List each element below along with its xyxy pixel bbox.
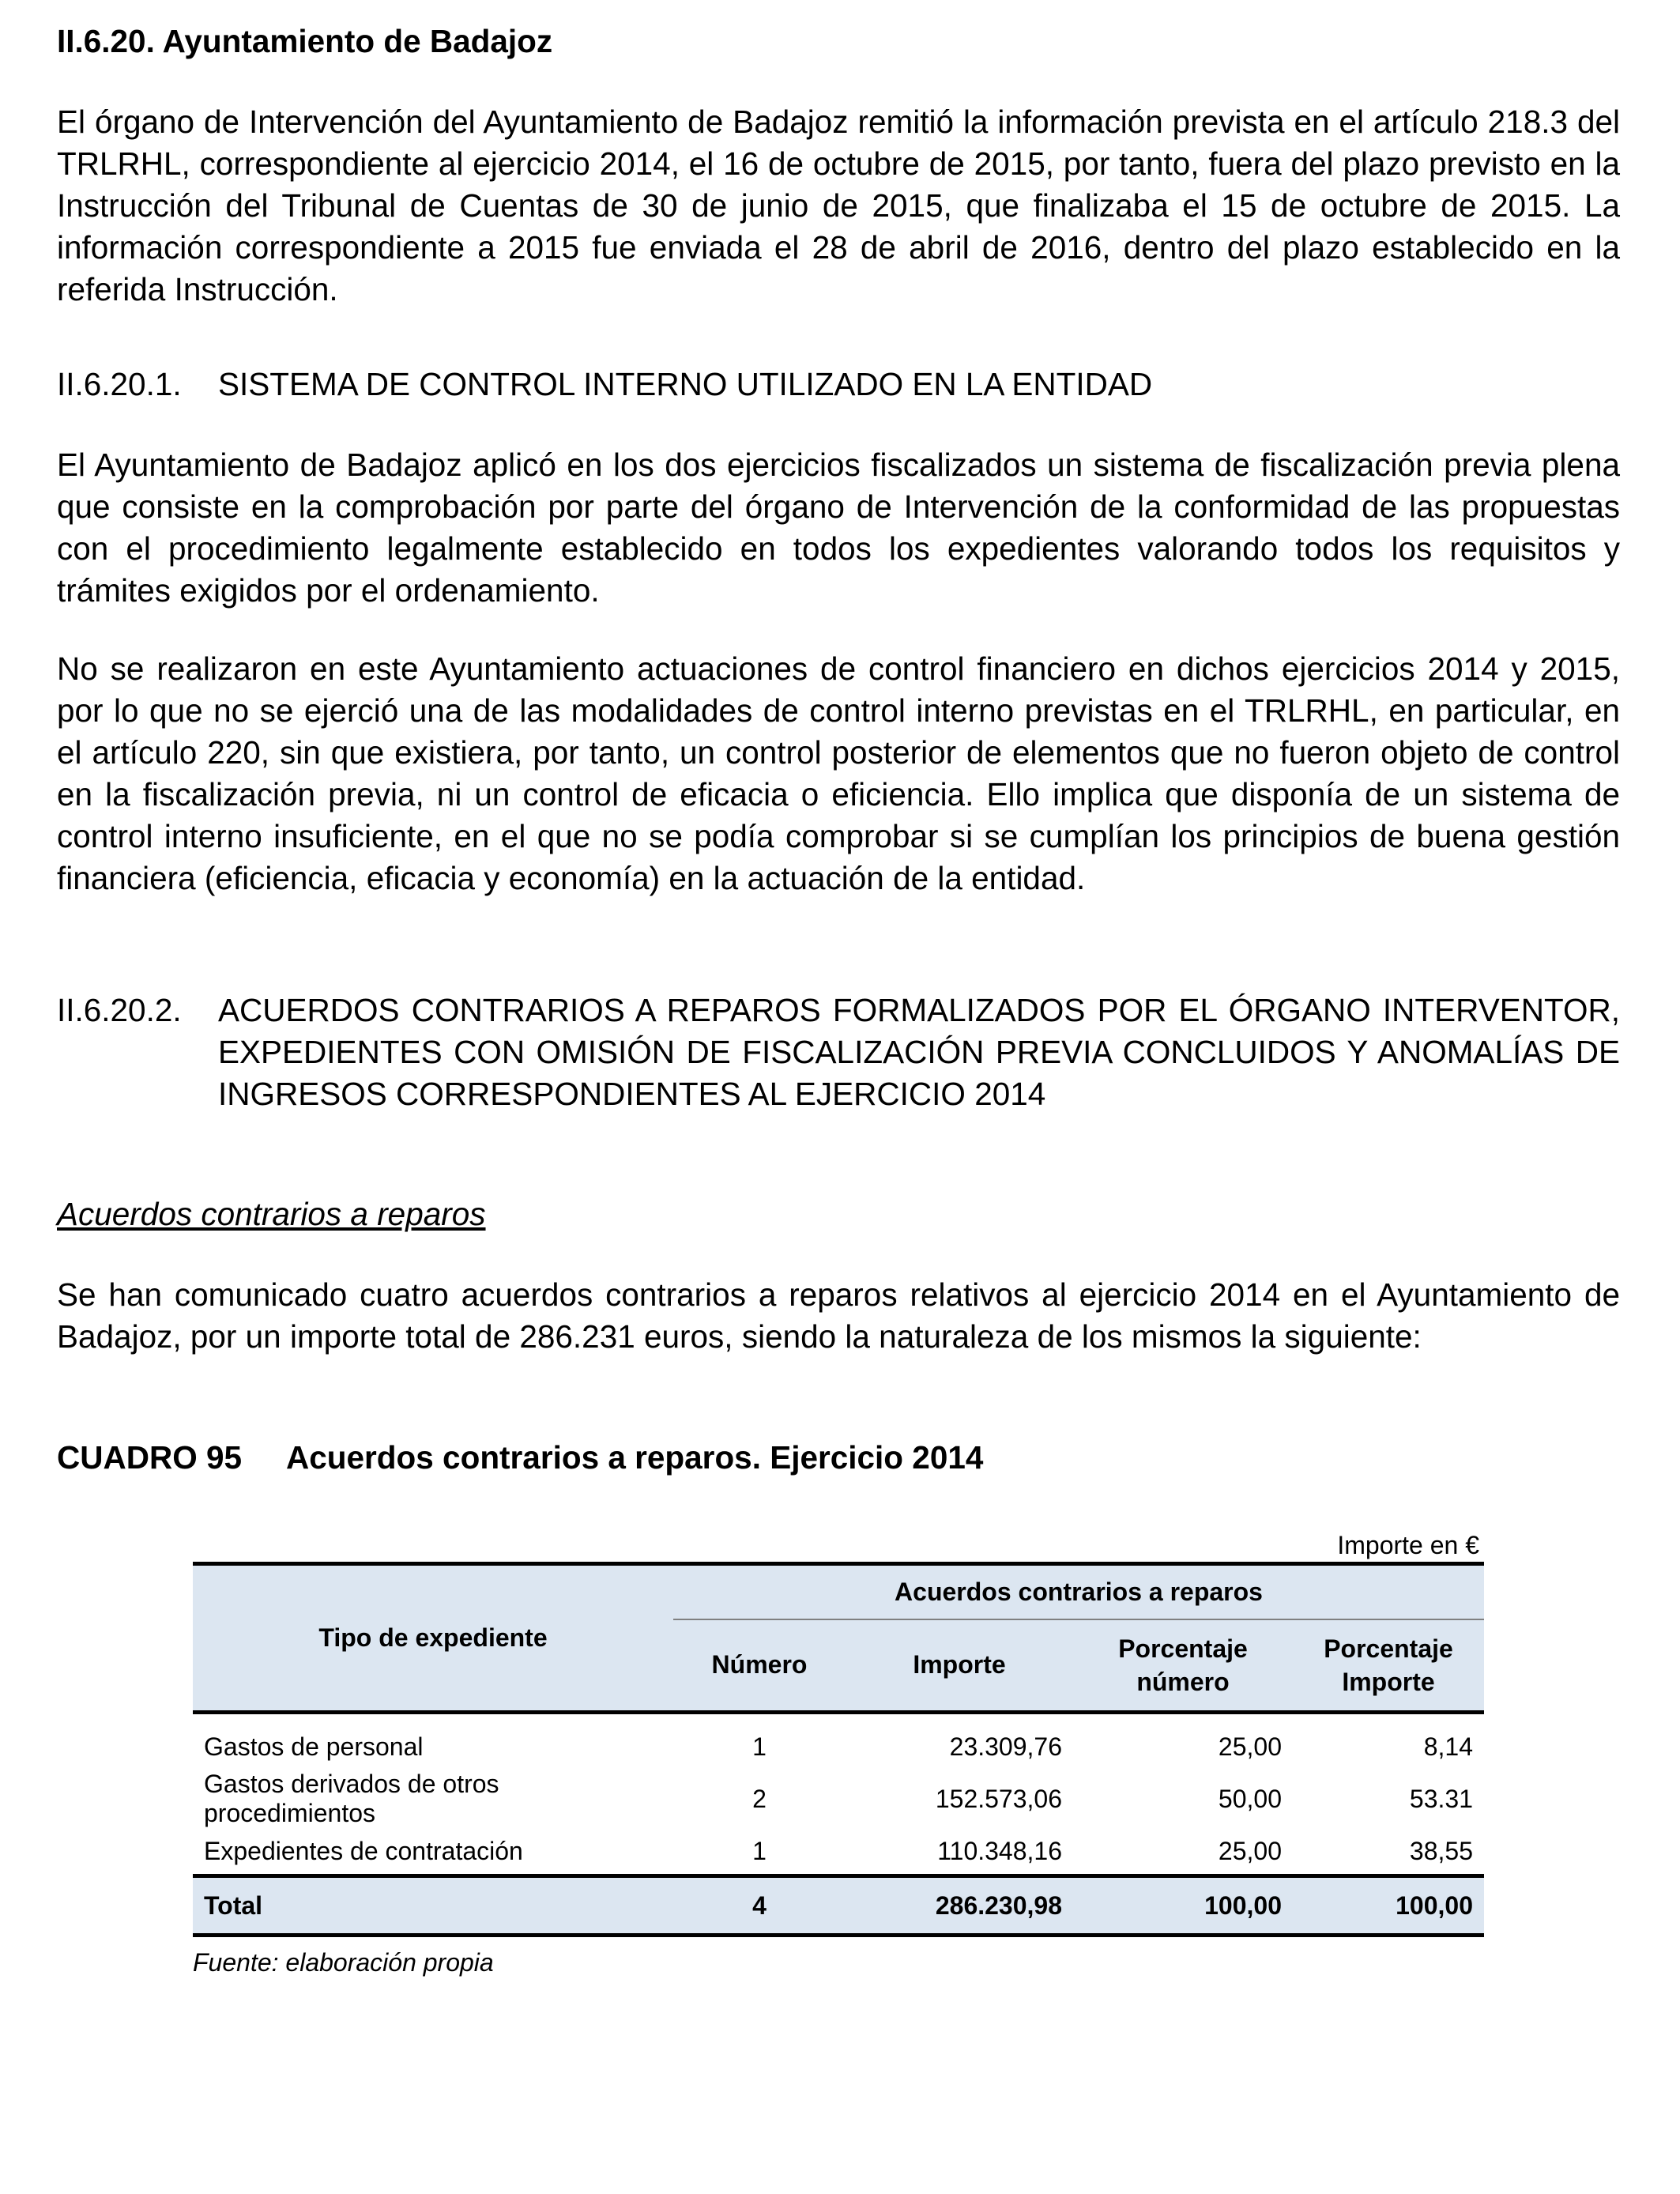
total-pct-numero: 100,00 xyxy=(1073,1876,1293,1936)
subsection-number: II.6.20.2. xyxy=(57,992,182,1028)
subsection-title: ACUERDOS CONTRARIOS A REPAROS FORMALIZADOS POR EL ÓRGANO INTERVENTOR, EXPEDIENTES CON OMISIÓN DE FISCALIZACIÓN PREVIA CONCLUIDOS Y ANOMALÍAS DE INGRESOS CORRESPONDIENTES AL EJERCICIO 2014 xyxy=(218,992,1620,1112)
cell-pct-importe: 38,55 xyxy=(1409,1836,1473,1865)
cell-importe: 23.309,76 xyxy=(949,1732,1062,1761)
cell-pct-importe: 53.31 xyxy=(1409,1784,1473,1813)
section-title: II.6.20. Ayuntamiento de Badajoz xyxy=(57,23,553,59)
header-group: Acuerdos contrarios a reparos xyxy=(673,1564,1484,1619)
table-source: Fuente: elaboración propia xyxy=(193,1948,494,1977)
total-importe: 286.230,98 xyxy=(846,1876,1073,1936)
cell-pct-importe: 8,14 xyxy=(1423,1732,1473,1761)
cell-numero: 2 xyxy=(752,1784,767,1813)
subsection-title: SISTEMA DE CONTROL INTERNO UTILIZADO EN LA ENTIDAD xyxy=(218,366,1153,402)
total-label: Total xyxy=(193,1876,673,1936)
cell-importe: 110.348,16 xyxy=(937,1836,1062,1865)
header-pct-importe: Porcentaje Importe xyxy=(1293,1619,1484,1713)
cell-numero: 1 xyxy=(752,1732,767,1761)
table-container xyxy=(193,1529,1484,1977)
subsection-heading-1 xyxy=(57,364,1620,405)
header-tipo: Tipo de expediente xyxy=(193,1564,673,1713)
total-numero: 4 xyxy=(673,1876,846,1936)
paragraph-control-system: El Ayuntamiento de Badajoz aplicó en los dos ejercicios fiscalizados un sistema de fiscalización previa plena que consiste en la comprobación por parte del órgano de Intervención de la conformidad de las propuestas con el procedimiento legalmente establecido en todos los expedientes valorando todos los requisitos y trámites exigidos por el ordenamiento. xyxy=(57,447,1620,609)
cell-importe: 152.573,06 xyxy=(935,1784,1062,1813)
table-total-row xyxy=(193,1876,1484,1936)
total-pct-importe: 100,00 xyxy=(1293,1876,1484,1936)
cell-numero: 1 xyxy=(752,1836,767,1865)
subheading-acuerdos: Acuerdos contrarios a reparos xyxy=(57,1196,486,1232)
acuerdos-table xyxy=(193,1562,1484,1937)
cell-pct-numero: 25,00 xyxy=(1218,1836,1282,1865)
paragraph-acuerdos: Se han comunicado cuatro acuerdos contrarios a reparos relativos al ejercicio 2014 en el Ayuntamiento de Badajoz, por un importe total de 286.231 euros, siendo la naturaleza de los mismos la siguiente: xyxy=(57,1276,1620,1355)
table-row xyxy=(193,1828,1484,1876)
subsection-heading-2 xyxy=(57,990,1620,1115)
cell-tipo: Expedientes de contratación xyxy=(204,1836,523,1865)
cell-pct-numero: 50,00 xyxy=(1218,1784,1282,1813)
table-caption xyxy=(57,1437,1620,1479)
header-importe: Importe xyxy=(846,1619,1073,1713)
table-caption-title: Acuerdos contrarios a reparos. Ejercicio 2014 xyxy=(286,1439,984,1476)
cell-pct-numero: 25,00 xyxy=(1218,1732,1282,1761)
table-caption-number: CUADRO 95 xyxy=(57,1439,243,1476)
table-unit-note: Importe en € xyxy=(1337,1531,1479,1559)
header-pct-numero: Porcentaje número xyxy=(1073,1619,1293,1713)
cell-tipo: Gastos derivados de otros procedimientos xyxy=(204,1770,499,1827)
paragraph-intro: El órgano de Intervención del Ayuntamiento de Badajoz remitió la información prevista en el artículo 218.3 del TRLRHL, correspondiente al ejercicio 2014, el 16 de octubre de 2015, por tanto, fuera del plazo previsto en la Instrucción del Tribunal de Cuentas de 30 de junio de 2015, que finalizaba el 15 de octubre de 2015. La información correspondiente a 2015 fue enviada el 28 de abril de 2016, dentro del plazo establecido en la referida Instrucción. xyxy=(57,104,1620,307)
table-row xyxy=(193,1770,1484,1828)
table-row xyxy=(193,1724,1484,1770)
header-numero: Número xyxy=(673,1619,846,1713)
subsection-number: II.6.20.1. xyxy=(57,366,182,402)
paragraph-financial-control: No se realizaron en este Ayuntamiento actuaciones de control financiero en dichos ejercicios 2014 y 2015, por lo que no se ejerció una de las modalidades de control interno previstas en el TRLRHL, en particular, en el artículo 220, sin que existiera, por tanto, un control posterior de elementos que no fueron objeto de control en la fiscalización previa, ni un control de eficacia o eficiencia. Ello implica que disponía de un sistema de control interno insuficiente, en el que no se podía comprobar si se cumplían los principios de buena gestión financiera (eficiencia, eficacia y economía) en la actuación de la entidad. xyxy=(57,650,1620,896)
cell-tipo: Gastos de personal xyxy=(204,1732,424,1761)
